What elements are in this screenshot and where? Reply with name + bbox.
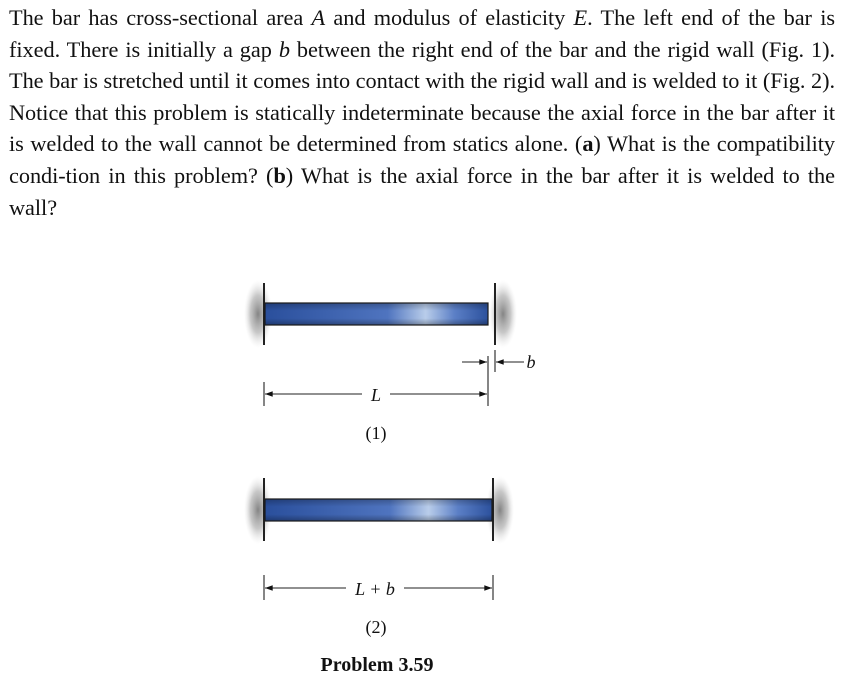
- right-wall-shadow: [489, 280, 517, 348]
- dim-b-label: b: [526, 352, 536, 372]
- figure-1: [244, 280, 536, 444]
- figure-2: [244, 476, 514, 638]
- problem-text-1: The bar has cross-sectional area: [9, 5, 312, 30]
- symbol-b: b: [278, 36, 290, 62]
- dim-L-label: L: [370, 385, 382, 405]
- dim-Lb-label: L + b: [355, 579, 395, 599]
- bar-2-outline: [265, 499, 492, 521]
- symbol-E: E: [573, 5, 588, 30]
- symbol-A: A: [311, 5, 326, 30]
- problem-text-6: ) What is the axial force in the bar after it is welded to the wall?: [9, 162, 835, 220]
- bar-1-outline: [265, 303, 488, 325]
- figure-2-caption: (2): [365, 617, 387, 637]
- part-a-marker: a: [582, 131, 594, 157]
- problem-text-4: between the right end of the bar and the rigid wall (Fig. 1). The bar is stretched until it comes into contact with the rigid wall and is welded to it (Fig. 2). Notice that this problem is statically indeterminate because the axial force in the bar after it is welded to the wall cannot be determined from statics alone. (: [9, 36, 835, 157]
- problem-text-2: and modulus of elasticity: [325, 5, 574, 30]
- part-b-marker: b: [273, 162, 286, 188]
- problem-text-5: ) What is the compatibility condi-tion in this problem? (: [9, 131, 835, 188]
- problem-text-3: . The left end of the bar is fixed. There is initially a gap: [9, 5, 835, 62]
- figure-1-caption: (1): [365, 423, 387, 443]
- problem-number: Problem 3.59: [320, 654, 434, 676]
